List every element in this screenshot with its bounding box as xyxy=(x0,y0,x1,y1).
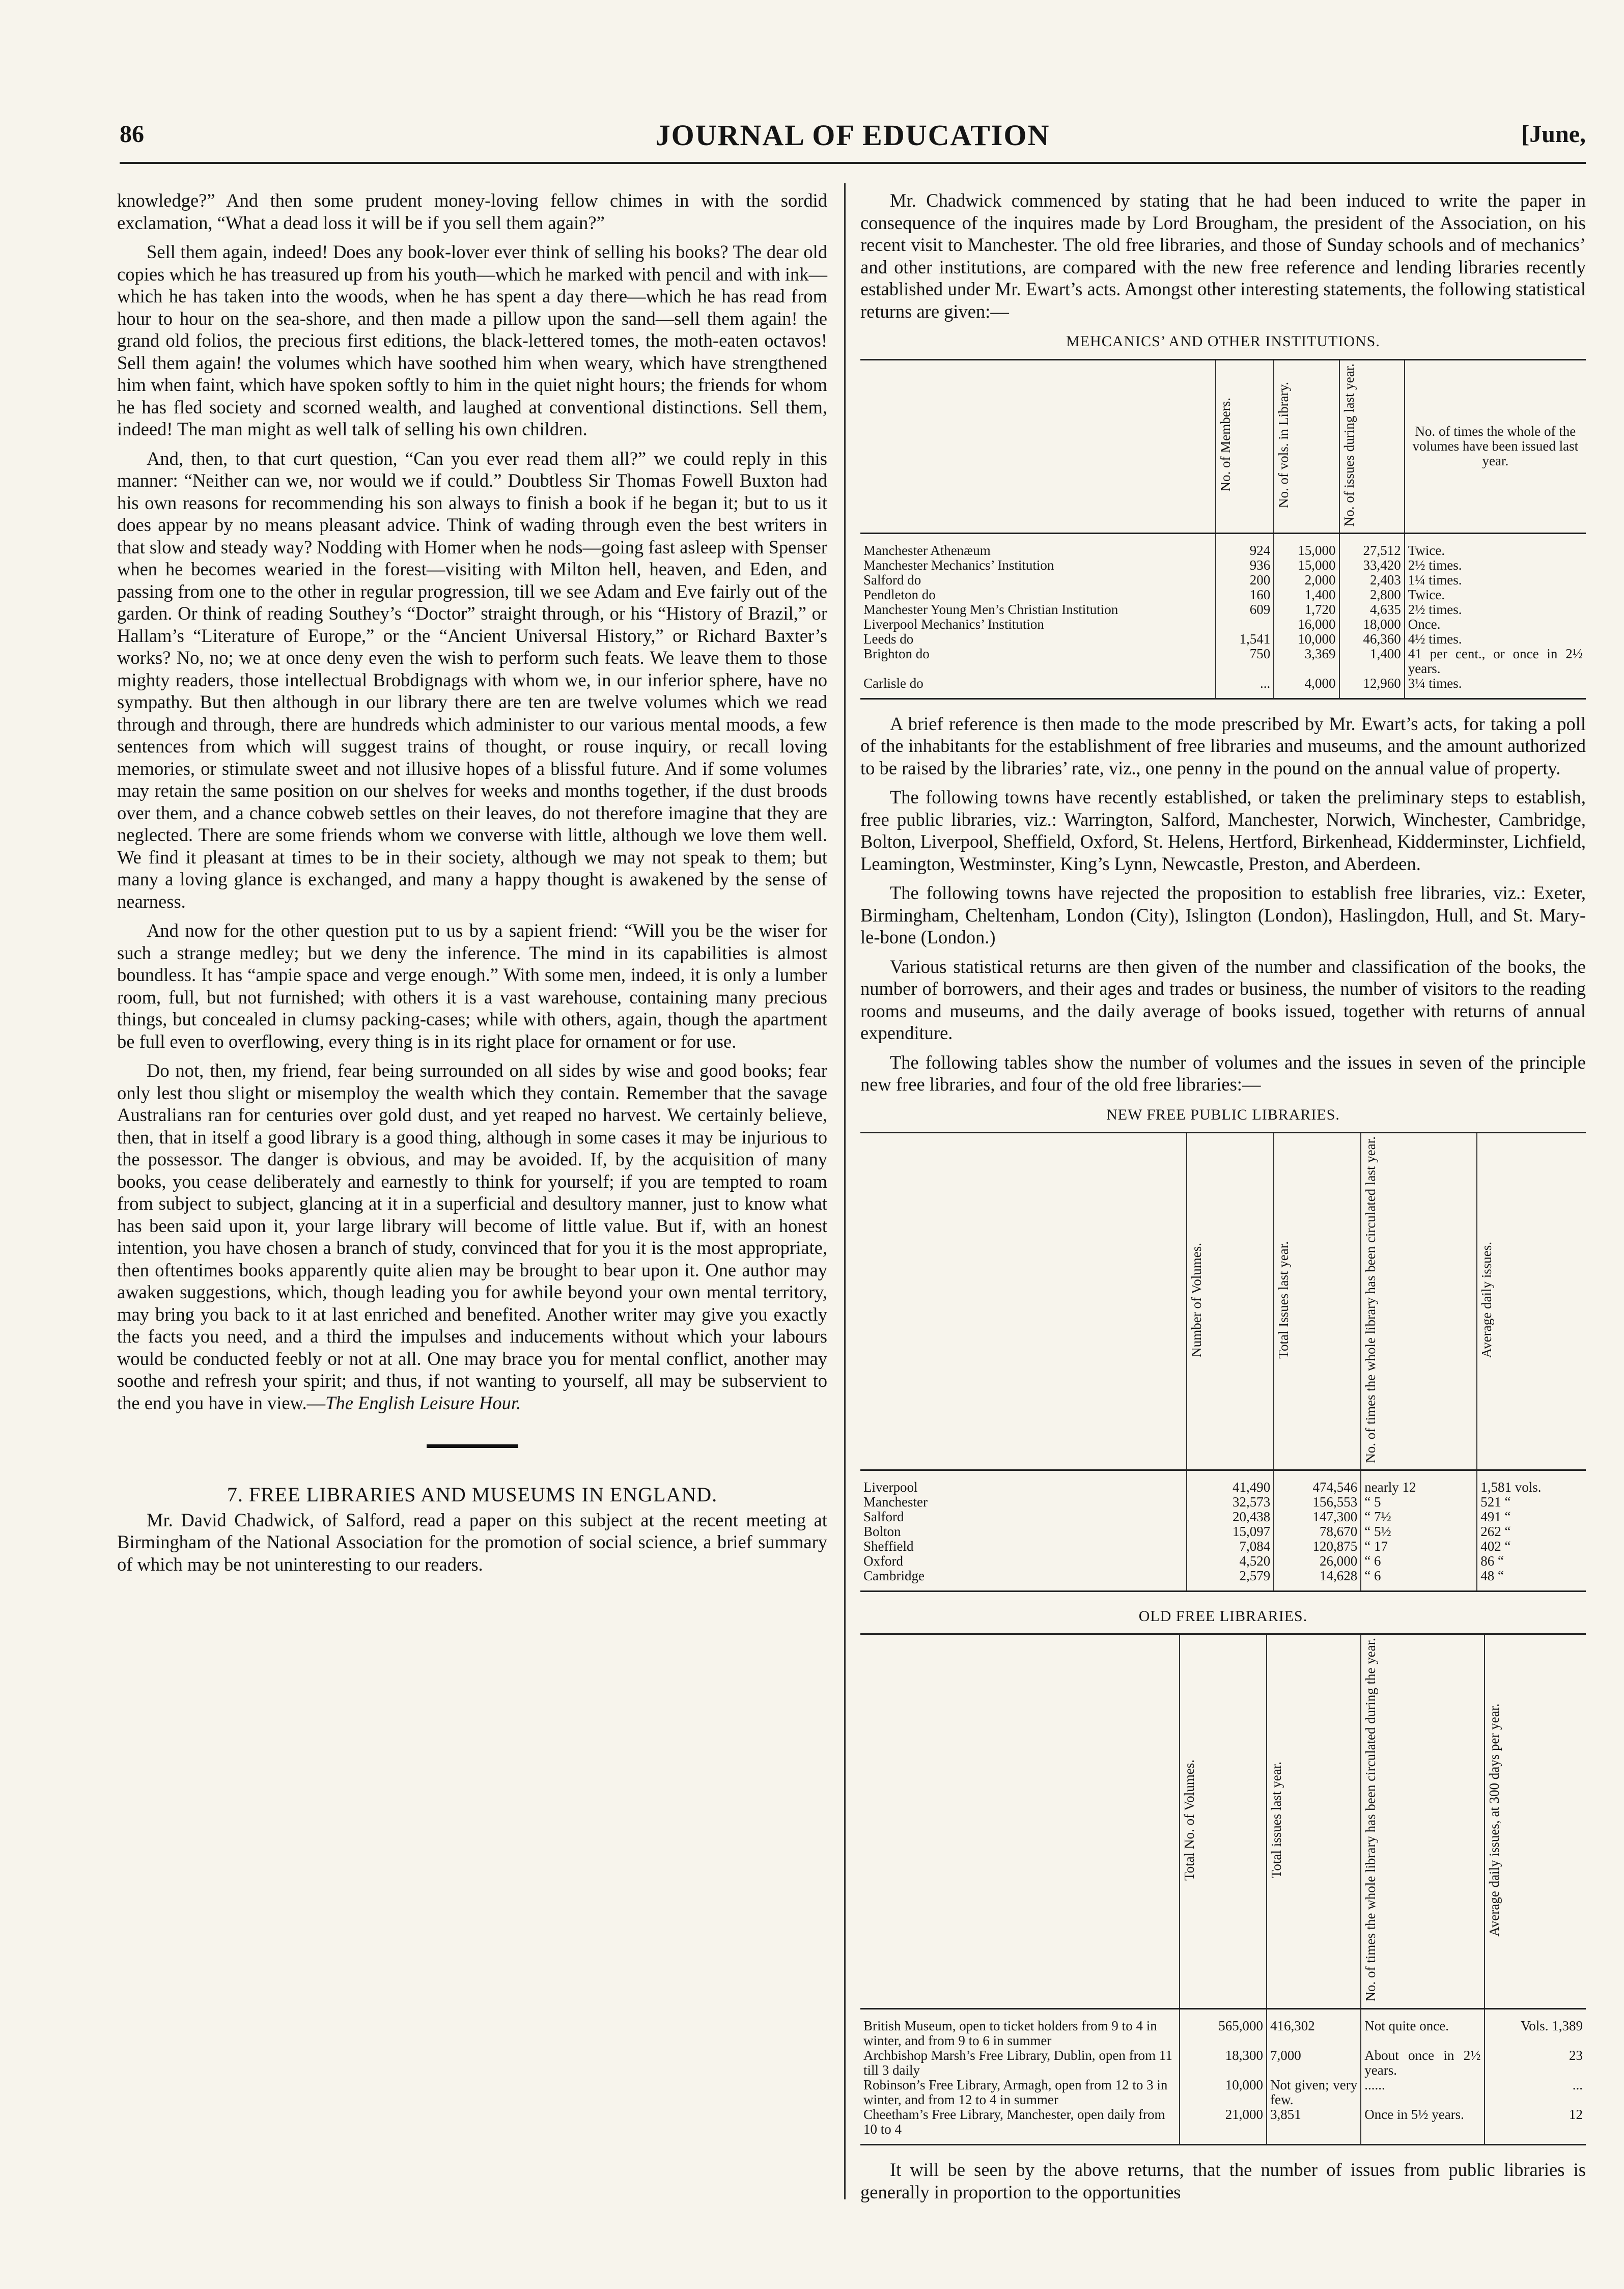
table-cell: 1¼ times. xyxy=(1405,573,1586,588)
table-row xyxy=(860,2048,1586,2078)
table-cell: 7,084 xyxy=(1187,1539,1274,1554)
header-rule xyxy=(120,162,1586,164)
row-label: Salford do xyxy=(863,572,921,588)
table-row xyxy=(860,533,1586,558)
table-cell: 474,546 xyxy=(1274,1470,1361,1495)
column-divider xyxy=(844,183,846,2199)
table-title: OLD FREE LIBRARIES. xyxy=(1138,1607,1308,1625)
table-cell: 609 xyxy=(1216,602,1274,617)
table-cell: 924 xyxy=(1216,533,1274,558)
table-row xyxy=(860,573,1586,588)
table-header: No. of times the whole of the volumes have been issued last year. xyxy=(1405,359,1586,533)
table-cell: Twice. xyxy=(1405,588,1586,602)
table-cell: “ 5 xyxy=(1361,1495,1477,1510)
intro-paragraph: Mr. Chadwick commenced by stating that he had been induced to write the paper in consequence of the inquires made by Lord Brougham, the president of the Association, on his recent visit to Manchester. The old free libraries, and those of Sunday schools and of mechanics’ and other institutions, are compared with the new free reference and lending libraries recently established under Mr. Ewart’s acts. Amongst other interesting statements, the following statistical returns are given:— xyxy=(860,190,1586,322)
row-label: Robinson’s Free Library, Armagh, open from 12 to 3 in winter, and from 12 to 4 in summer xyxy=(863,2077,1168,2107)
table-cell: “ 7½ xyxy=(1361,1510,1477,1524)
table-cell: 4,635 xyxy=(1339,602,1405,617)
row-label: Liverpool xyxy=(863,1479,918,1495)
table-cell: 521 “ xyxy=(1477,1495,1586,1510)
table-header-blank xyxy=(860,1634,1180,2009)
section-rule xyxy=(427,1444,518,1448)
table-cell: 750 xyxy=(1216,647,1274,676)
table-row xyxy=(860,1539,1586,1554)
table-cell: 18,000 xyxy=(1339,617,1405,632)
table-cell: “ 5½ xyxy=(1361,1524,1477,1539)
table-header: No. of Members. xyxy=(1216,359,1274,533)
table-row xyxy=(860,1524,1586,1539)
section-heading: 7. FREE LIBRARIES AND MUSEUMS IN ENGLAND. xyxy=(227,1483,718,1506)
table-cell: 16,000 xyxy=(1274,617,1339,632)
page-header xyxy=(120,116,1586,162)
table-row xyxy=(860,2078,1586,2107)
table-title: MEHCANICS’ AND OTHER INSTITUTIONS. xyxy=(1066,333,1380,350)
table-header: No. of times the whole library has been circulated during the year. xyxy=(1361,1634,1484,2009)
row-label: Sheffield xyxy=(863,1538,914,1554)
table-header: No. of issues during last year. xyxy=(1339,359,1405,533)
table-new-libraries xyxy=(860,1132,1586,1592)
paragraph: knowledge?” And then some prudent money-loving fellow chimes in with the sordid exclamation, “What a dead loss it will be if you sell them again?” xyxy=(117,190,827,233)
table-cell: 21,000 xyxy=(1180,2107,1267,2145)
table-cell: 1,541 xyxy=(1216,632,1274,647)
table-row xyxy=(860,632,1586,647)
table-cell: 1,400 xyxy=(1274,588,1339,602)
table-cell: 147,300 xyxy=(1274,1510,1361,1524)
table-cell: 156,553 xyxy=(1274,1495,1361,1510)
table-row xyxy=(860,1495,1586,1510)
table-cell: 3,851 xyxy=(1267,2107,1361,2145)
paragraph: And now for the other question put to us by a sapient friend: “Will you be the wiser for such a strange medley; but we deny the inference. The mind in its capabilities is almost boundless. It has “ampie space and verge enough.” With some men, indeed, it is only a lumber room, full, but not furnished; with others it is a vast warehouse, containing many precious things, but concealed in clumsy packing-cases; while with others, again, though the apartment be full even to overflowing, every thing is in its right place for ornament or for use. xyxy=(117,920,827,1052)
table-cell: 120,875 xyxy=(1274,1539,1361,1554)
table-header: Total Issues last year. xyxy=(1274,1133,1361,1470)
table-cell: 32,573 xyxy=(1187,1495,1274,1510)
table-cell: 10,000 xyxy=(1180,2078,1267,2107)
table-cell: 2,000 xyxy=(1274,573,1339,588)
table-cell: 200 xyxy=(1216,573,1274,588)
paragraph: Sell them again, indeed! Does any book-lover ever think of selling his books? The dear old copies which he has treasured up from his youth—which he marked with pencil and with ink—which he has taken into the woods, when he has spent a day there—which he has read from hour to hour on the sea-shore, and then made a pillow upon the sand—sell them again! the grand old folios, the precious first editions, the black-lettered tomes, the moth-eaten octavos! Sell them again! the volumes which have soothed him when weary, which have strengthened him when faint, which have spoken softly to him in the quiet night hours; the friends for whom he has fled society and scorned wealth, and laughed at conventional distinctions. Sell them, indeed! The man might as well talk of selling his own children. xyxy=(117,241,827,439)
table-cell: 2½ times. xyxy=(1405,602,1586,617)
table-cell: “ 17 xyxy=(1361,1539,1477,1554)
table-header: No. of vols. in Library. xyxy=(1274,359,1339,533)
table-row xyxy=(860,647,1586,676)
table-cell: 15,000 xyxy=(1274,533,1339,558)
table-row xyxy=(860,617,1586,632)
table-cell: ...... xyxy=(1361,2078,1484,2107)
table-cell: “ 6 xyxy=(1361,1569,1477,1592)
row-label: Cambridge xyxy=(863,1568,925,1583)
row-label: Bolton xyxy=(863,1523,901,1539)
table-old-libraries xyxy=(860,1633,1586,2145)
table-cell: 12,960 xyxy=(1339,676,1405,699)
row-label: Pendleton do xyxy=(863,587,936,602)
table-header: Total issues last year. xyxy=(1267,1634,1361,2009)
table-cell: 20,438 xyxy=(1187,1510,1274,1524)
table-cell: 402 “ xyxy=(1477,1539,1586,1554)
table-row xyxy=(860,558,1586,573)
table-row xyxy=(860,2009,1586,2049)
table-cell: 14,628 xyxy=(1274,1569,1361,1592)
table-cell: 27,512 xyxy=(1339,533,1405,558)
paragraph: The following tables show the number of volumes and the issues in seven of the principle new free libraries, and four of the old free libraries:— xyxy=(860,1051,1586,1095)
table-cell: 41,490 xyxy=(1187,1470,1274,1495)
table-cell: ... xyxy=(1485,2078,1586,2107)
section-paragraph: Mr. David Chadwick, of Salford, read a paper on this subject at the recent meeting at Birmingham of the National Association for the promotion of social science, a brief summary of which may be not uninteresting to our readers. xyxy=(117,1509,827,1575)
paragraph: And, then, to that curt question, “Can you ever read them all?” we could reply in this manner: “Neither can we, nor would we if could.” Doubtless Sir Thomas Fowell Buxton had his own reasons for recommending his son always to finish a book if he began it; but to us it does appear by no means pleasant advice. Think of wading through even the best writers in that slow and steady way? Nodding with Homer when he nods—going fast asleep with Spenser when he becomes wearied in the forest—visiting with Milton hell, heaven, and Eden, and passing from one to the other in regular progression, till we see Adam and Eve fairly out of the garden. Or think of reading Southey’s “Doctor” straight through, or his “History of Brazil,” or Hallam’s “Literature of Europe,” or the “Ancient Universal History,” or Richard Baxter’s works? No, no; we at once deny even the wish to perform such feats. We leave them to those mighty readers, those intellectual Brobdignags with whom we, in our inferior sphere, have no sympathy. But then although in our library there are ten are twelve volumes which we read through and through, there are hundreds which administer to our various mental moods, a few sentences from which will suggest trains of thought, or rouse inquiry, or recall loving memories, or stimulate sweet and not illusive hopes of a blissful future. And if some volumes may retain the same position on our shelves for weeks and months together, if the dust broods over them, and a chance cobweb settles on their leaves, do not therefore imagine that they are neglected. There are some friends whom we converse with little, although we love them well. We find it pleasant at times to be in their society, although we may not speak to them; but many a loving glance is exchanged, and many a happy thought is awakened by the sense of nearness. xyxy=(117,448,827,912)
row-label: Leeds do xyxy=(863,631,914,647)
row-label: Manchester Young Men’s Christian Institution xyxy=(863,601,1118,617)
row-label: Oxford xyxy=(863,1553,903,1569)
table-cell: Twice. xyxy=(1405,533,1586,558)
table-row xyxy=(860,588,1586,602)
table-cell: 2,403 xyxy=(1339,573,1405,588)
left-column xyxy=(117,189,827,1575)
table-cell: 3,369 xyxy=(1274,647,1339,676)
table-cell: 4½ times. xyxy=(1405,632,1586,647)
row-label: British Museum, open to ticket holders from 9 to 4 in winter, and from 9 to 6 in summer xyxy=(863,2018,1157,2048)
row-label: Manchester Mechanics’ Institution xyxy=(863,557,1054,573)
table-row xyxy=(860,602,1586,617)
table-cell: “ 6 xyxy=(1361,1554,1477,1569)
paragraph: The following towns have recently established, or taken the preliminary steps to establish, free public libraries, viz.: Warrington, Salford, Manchester, Norwich, Winchester, Cambridge, Bolton, Liverpool, Sheffield, Oxford, St. Helens, Hertford, Birkenhead, Kidderminster, Lichfield, Leamington, Westminster, King’s Lynn, Newcastle, Preston, and Aberdeen. xyxy=(860,787,1586,874)
table-cell: 41 per cent., or once in 2½ years. xyxy=(1405,647,1586,676)
table-institutions xyxy=(860,359,1586,700)
table-cell: 416,302 xyxy=(1267,2009,1361,2049)
table-row xyxy=(860,1470,1586,1495)
row-label: Manchester Athenæum xyxy=(863,542,991,558)
table-row xyxy=(860,1569,1586,1592)
table-header-blank xyxy=(860,359,1216,533)
table-title: NEW FREE PUBLIC LIBRARIES. xyxy=(1106,1106,1340,1123)
table-cell: 23 xyxy=(1485,2048,1586,2078)
paragraph: Various statistical returns are then given of the number and classification of the books, the number of borrowers, and their ages and trades or business, the number of visitors to the reading rooms and museums, and the daily average of books issued, together with returns of annual expenditure. xyxy=(860,956,1586,1044)
table-cell: Vols. 1,389 xyxy=(1485,2009,1586,2049)
table-cell: 3¼ times. xyxy=(1405,676,1586,699)
table-cell: 26,000 xyxy=(1274,1554,1361,1569)
table-cell: Not given; very few. xyxy=(1267,2078,1361,2107)
table-cell: 33,420 xyxy=(1339,558,1405,573)
row-label: Cheetham’s Free Library, Manchester, open daily from 10 to 4 xyxy=(863,2107,1165,2137)
row-label: Manchester xyxy=(863,1494,928,1510)
table-cell: 86 “ xyxy=(1477,1554,1586,1569)
table-cell: Once in 5½ years. xyxy=(1361,2107,1484,2145)
table-cell: 1,581 vols. xyxy=(1477,1470,1586,1495)
table-cell: Not quite once. xyxy=(1361,2009,1484,2049)
table-cell: 565,000 xyxy=(1180,2009,1267,2049)
table-cell: Once. xyxy=(1405,617,1586,632)
table-cell: 4,000 xyxy=(1274,676,1339,699)
table-cell: 491 “ xyxy=(1477,1510,1586,1524)
table-cell: About once in 2½ years. xyxy=(1361,2048,1484,2078)
table-cell: ... xyxy=(1216,676,1274,699)
table-cell: 4,520 xyxy=(1187,1554,1274,1569)
source-citation: The English Leisure Hour. xyxy=(325,1392,521,1413)
page-number: 86 xyxy=(120,121,144,148)
table-cell: 1,720 xyxy=(1274,602,1339,617)
table-header: Average daily issues, at 300 days per year. xyxy=(1485,1634,1586,2009)
table-header: Total No. of Volumes. xyxy=(1180,1634,1267,2009)
table-header: Number of Volumes. xyxy=(1187,1133,1274,1470)
table-cell: 18,300 xyxy=(1180,2048,1267,2078)
right-column xyxy=(860,189,1586,2203)
table-cell: 46,360 xyxy=(1339,632,1405,647)
table-cell: 15,097 xyxy=(1187,1524,1274,1539)
table-cell: nearly 12 xyxy=(1361,1470,1477,1495)
table-cell: 7,000 xyxy=(1267,2048,1361,2078)
table-cell: 78,670 xyxy=(1274,1524,1361,1539)
table-cell: 936 xyxy=(1216,558,1274,573)
paragraph-text: Do not, then, my friend, fear being surrounded on all sides by wise and good books; fear only lest thou slight or misemploy the wealth which they contain. Remember that the savage Australians ran for centuries over gold dust, and yet reaped no harvest. We certainly believe, then, that in itself a good library is a good thing, although in some cases it may be injurious to the possessor. The danger is obvious, and may be avoided. If, by the acquisition of many books, you cease deliberately and earnestly to think for yourself; if you are tempted to roam from subject to subject, glancing at it in a superficial and desultory manner, just to know what has been said upon it, your large library will become of little value. But if, with an honest intention, you have chosen a branch of study, convinced that for you it is the most appropriate, then oftentimes books apparently quite alien may be brought to bear upon it. One author may awaken suggestions, which, though leading you for awhile beyond your own mental territory, may bring you back to it at last enriched and benefited. Another writer may give you exactly the facts you need, and a third the impulses and inducements without which your labours would be conducted feebly or not at all. One may brace you for mental conflict, another may soothe and refresh your spirit; and thus, if not wanting to yourself, all may be subservient to the end you have in view.— xyxy=(117,1060,827,1413)
paragraph: The following towns have rejected the proposition to establish free libraries, viz.: Exeter, Birmingham, Cheltenham, London (City), Islington (London), Haslingdon, Hull, and St. Mary-le-bone (London.) xyxy=(860,882,1586,948)
table-header: No. of times the whole library has been circulated last year. xyxy=(1361,1133,1477,1470)
row-label: Salford xyxy=(863,1509,904,1524)
row-label: Carlisle do xyxy=(863,675,923,691)
paragraph: A brief reference is then made to the mode prescribed by Mr. Ewart’s acts, for taking a poll of the inhabitants for the establishment of free libraries and museums, and the amount authorized to be raised by the libraries’ rate, viz., one penny in the pound on the annual value of property. xyxy=(860,713,1586,778)
table-row xyxy=(860,676,1586,699)
table-cell: 10,000 xyxy=(1274,632,1339,647)
table-cell: 2,800 xyxy=(1339,588,1405,602)
table-row xyxy=(860,2107,1586,2145)
table-cell xyxy=(1216,617,1274,632)
table-cell: 262 “ xyxy=(1477,1524,1586,1539)
closing-paragraph: It will be seen by the above returns, that the number of issues from public libraries is generally in proportion to the opportunities xyxy=(860,2159,1586,2202)
table-header-blank xyxy=(860,1133,1187,1470)
table-cell: 2,579 xyxy=(1187,1569,1274,1592)
row-label: Archbishop Marsh’s Free Library, Dublin, open from 11 till 3 daily xyxy=(863,2048,1172,2078)
paragraph-last xyxy=(117,1059,827,1414)
table-cell: 1,400 xyxy=(1339,647,1405,676)
journal-title: JOURNAL OF EDUCATION xyxy=(655,119,1050,152)
table-cell: 15,000 xyxy=(1274,558,1339,573)
row-label: Brighton do xyxy=(863,646,930,661)
header-month: [June, xyxy=(1521,121,1586,148)
table-cell: 2½ times. xyxy=(1405,558,1586,573)
table-cell: 160 xyxy=(1216,588,1274,602)
table-header: Average daily issues. xyxy=(1477,1133,1586,1470)
table-row xyxy=(860,1510,1586,1524)
row-label: Liverpool Mechanics’ Institution xyxy=(863,616,1044,632)
table-cell: 12 xyxy=(1485,2107,1586,2145)
table-row xyxy=(860,1554,1586,1569)
table-cell: 48 “ xyxy=(1477,1569,1586,1592)
